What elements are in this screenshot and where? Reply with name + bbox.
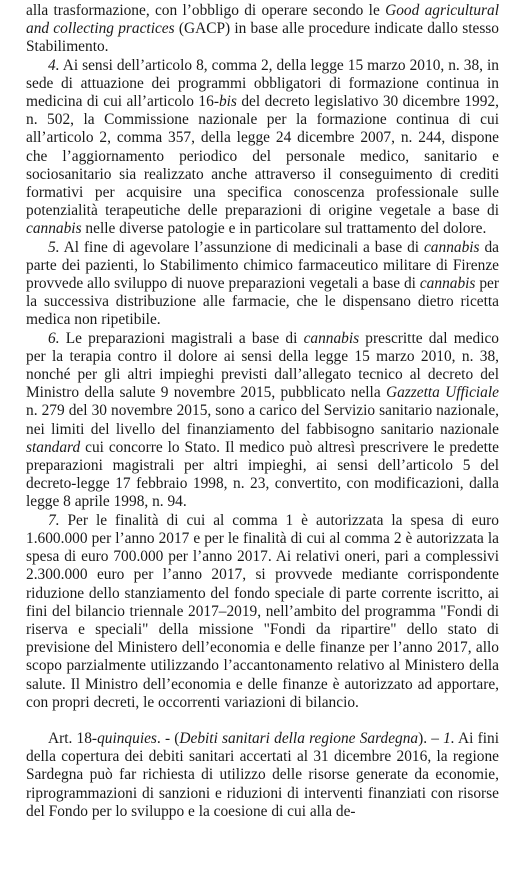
text-run: (GACP) in base alle procedure indicate dallo stesso Stabilimento.	[26, 20, 499, 56]
paragraph-gacp	[26, 2, 499, 57]
italic-text-run: 1.	[443, 729, 455, 747]
text-run: del decreto legislativo 30 dicembre 1992, n. 502, la Commissione nazionale per la formazione continua di cui all’articolo 2, comma 357, della legge 24 dicembre 2007, n. 244, dispone che l’aggiornamento periodico del personale medico, sanitario e sociosanitario sia realizzato anche attraverso il conseguimento di crediti formativi per acquisire una specifica conoscenza professionale sulle potenzialità terapeutiche delle preparazioni di origine vegetale a base di	[26, 93, 499, 220]
paragraph-comma-7	[26, 512, 499, 712]
italic-text-run: 7.	[48, 511, 60, 529]
paragraph-art-18-quinquies	[26, 730, 499, 821]
paragraph-comma-5	[26, 239, 499, 330]
text-run: alla trasformazione, con l’obbligo di operare secondo le	[26, 2, 386, 19]
italic-text-run: cannabis	[419, 275, 476, 293]
paragraph-comma-6	[26, 330, 499, 512]
text-run: cui concorre lo Stato. Il medico può altresì prescrivere le predette preparazioni magistrali per altri impieghi, ai sensi dell’articolo 5 del decreto-legge 17 febbraio 1998, n. 23, convertito, con modificazioni, dalla legge 8 aprile 1998, n. 94.	[26, 438, 499, 511]
italic-text-run: bis	[218, 93, 237, 111]
italic-text-run: 4.	[48, 56, 60, 74]
italic-text-run: cannabis	[303, 329, 360, 347]
text-run: ). –	[418, 729, 444, 747]
text-run: Le preparazioni magistrali a base di	[59, 329, 304, 347]
text-run: Al fine di agevolare l’assunzione di medicinali a base di	[59, 238, 424, 256]
italic-text-run: cannabis	[26, 220, 82, 238]
paragraph-comma-4	[26, 57, 499, 239]
italic-text-run: Good agricultural and collecting practices	[26, 2, 499, 38]
text-run: . - (	[156, 729, 180, 747]
italic-text-run: quinquies	[97, 729, 157, 747]
italic-text-run: standard	[26, 438, 81, 456]
text-run: Art. 18-	[48, 729, 98, 747]
italic-text-run: cannabis	[423, 238, 480, 256]
text-run: Per le finalità di cui al comma 1 è autorizzata la spesa di euro 1.600.000 per l’anno 2017 e per le finalità di cui al comma 2 è autorizzata la spesa di euro 700.000 per l’anno 2017. Ai relativi oneri, pari a complessivi 2.300.000 euro per l’anno 2017, si provvede mediante corrispondente riduzione dello stanziamento del fondo speciale di parte corrente iscritto, ai fini del bilancio triennale 2017–2019, nell’ambito del programma "Fondi di riserva e speciali" della missione "Fondi da ripartire" dello stato di previsione del Ministero dell’economia e delle finanze per l’anno 2017, allo scopo parzialmente utilizzando l’accantonamento relativo al Ministero della salute. Il Ministro dell’economia e delle finanze è autorizzato ad apportare, con propri decreti, le occorrenti variazioni di bilancio.	[26, 511, 499, 711]
text-run: Ai fini della copertura dei debiti sanitari accertati al 31 dicembre 2016, la regione Sardegna può far richiesta di utilizzo delle risorse generate da economie, riprogrammazioni di sanzioni e riduzioni di interventi finanziati con risorse del Fondo per lo sviluppo e la coesione di cui alla de-	[26, 729, 499, 820]
italic-text-run: 5.	[48, 238, 60, 256]
text-run: per la successiva distribuzione alle farmacie, che le dispensano dietro ricetta medica non ripetibile.	[26, 275, 499, 329]
text-run: Ai sensi dell’articolo 8, comma 2, della legge 15 marzo 2010, n. 38, in sede di attuazione dei programmi obbligatori di formazione continua in medicina di cui all’articolo 16-	[26, 56, 499, 111]
italic-text-run: 6.	[48, 329, 60, 347]
text-run: nelle diverse patologie e in particolare sul trattamento del dolore.	[81, 220, 487, 238]
text-run: prescritte dal medico per la terapia contro il dolore ai sensi della legge 15 marzo 2010, n. 38, nonché per gli altri impieghi previsti dall’allegato tecnico al decreto del Ministro della salute 9 novembre 2015, pubblicato nella	[26, 329, 499, 402]
italic-text-run: Debiti sanitari della regione Sardegna	[179, 729, 419, 747]
text-run: n. 279 del 30 novembre 2015, sono a carico del Servizio sanitario nazionale, nei limiti del livello del finanziamento del fabbisogno sanitario nazionale	[26, 402, 499, 438]
text-run: da parte dei pazienti, lo Stabilimento chimico farmaceutico militare di Firenze provvede allo sviluppo di nuove preparazioni vegetali a base di	[26, 238, 499, 293]
italic-text-run: Gazzetta Ufficiale	[385, 384, 499, 402]
